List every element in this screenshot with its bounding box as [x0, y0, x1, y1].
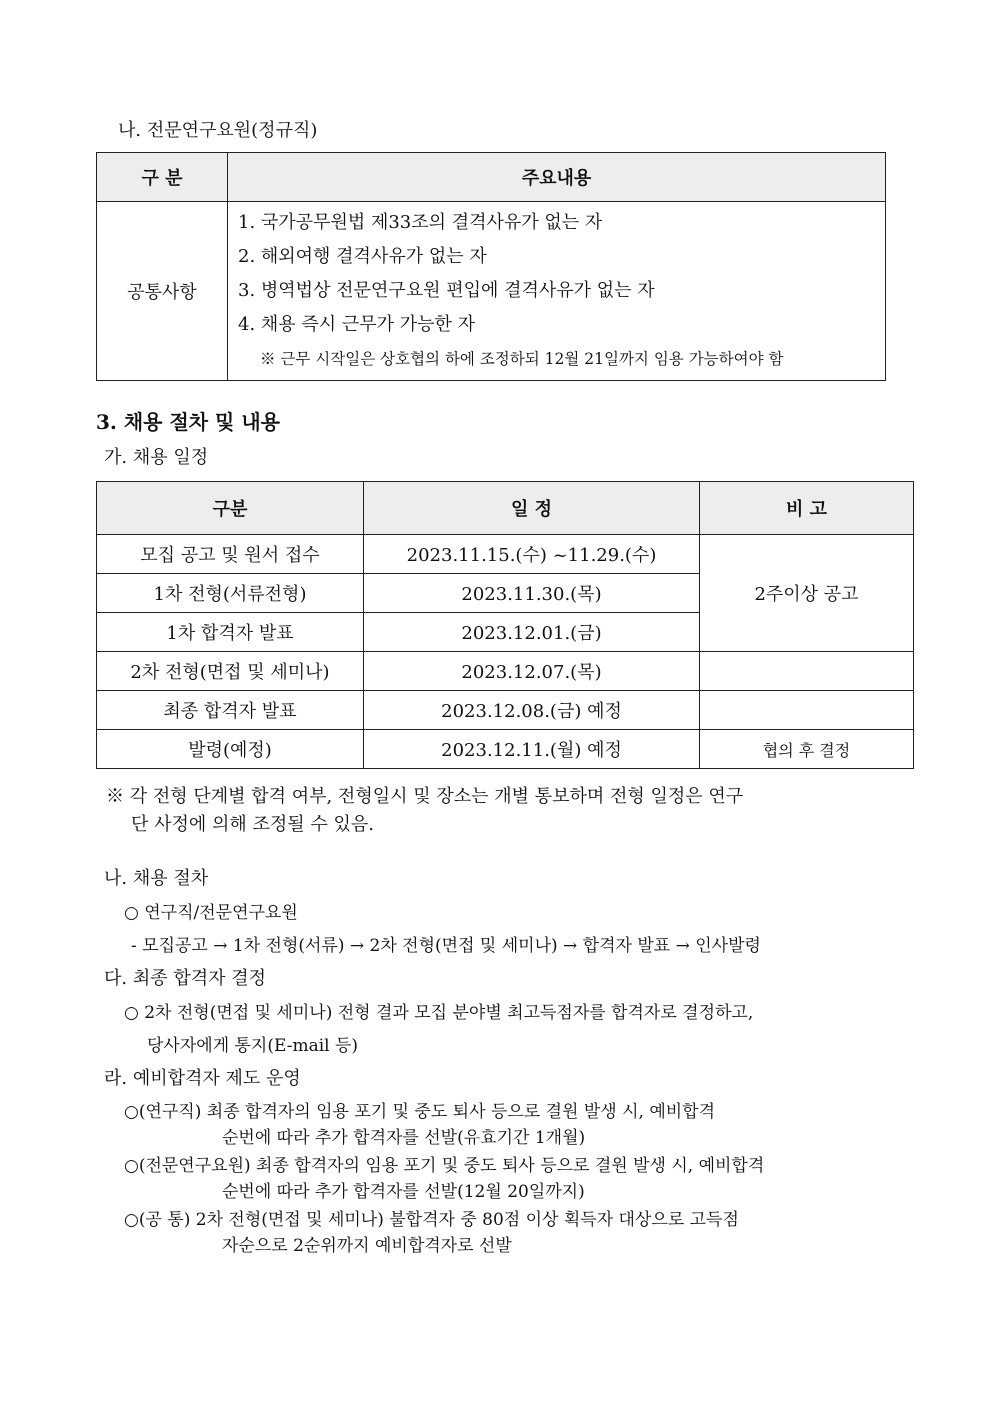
decision-line1: ○ 2차 전형(면접 및 세미나) 전형 결과 모집 분야별 최고득점자를 합격자로 결정하고, [124, 1003, 754, 1023]
remark-cell: 2주이상 공고 [700, 535, 914, 652]
date-cell: 2023.12.07.(목) [364, 652, 700, 691]
table-header-category: 구 분 [97, 153, 228, 202]
stage-cell: 최종 합격자 발표 [97, 691, 364, 730]
date-cell: 2023.11.15.(수) ~11.29.(수) [364, 535, 700, 574]
reserve-item-line2: 순번에 따라 추가 합격자를 선발(12월 20일까지) [222, 1182, 585, 1202]
section-na2-title: 나. 채용 절차 [104, 868, 209, 889]
requirements-table [96, 152, 886, 381]
remark-cell [700, 691, 914, 730]
procedure-bullet: ○ 연구직/전문연구요원 [124, 903, 298, 923]
stage-cell: 발령(예정) [97, 730, 364, 769]
reserve-item-line1: ○(공 통) 2차 전형(면접 및 세미나) 불합격자 중 80점 이상 획득자 대상으로 고득점 [124, 1210, 739, 1230]
table-row [97, 691, 914, 730]
remark-cell: 협의 후 결정 [700, 730, 914, 769]
requirement-item: 2. 해외여행 결격사유가 없는 자 [238, 246, 487, 267]
procedure-flow: - 모집공고 → 1차 전형(서류) → 2차 전형(면접 및 세미나) → 합격자 발표 → 인사발령 [131, 936, 761, 956]
requirement-item: 3. 병역법상 전문연구요원 편입에 결격사유가 없는 자 [238, 280, 655, 301]
table-header-remark: 비 고 [700, 482, 914, 535]
reserve-item-line1: ○(전문연구요원) 최종 합격자의 임용 포기 및 중도 퇴사 등으로 결원 발생 시, 예비합격 [124, 1156, 765, 1176]
schedule-table [96, 481, 914, 769]
stage-cell: 모집 공고 및 원서 접수 [97, 535, 364, 574]
section-ga-title: 가. 채용 일정 [104, 447, 209, 468]
decision-line2: 당사자에게 통지(E-mail 등) [147, 1036, 359, 1056]
reserve-item-line1: ○(연구직) 최종 합격자의 임용 포기 및 중도 퇴사 등으로 결원 발생 시, 예비합격 [124, 1102, 716, 1122]
table-header-date: 일 정 [364, 482, 700, 535]
section-na-title: 나. 전문연구요원(정규직) [118, 120, 318, 141]
stage-cell: 1차 전형(서류전형) [97, 574, 364, 613]
row-label-common: 공통사항 [97, 202, 228, 381]
requirement-item: 4. 채용 즉시 근무가 가능한 자 [238, 314, 476, 335]
date-cell: 2023.12.01.(금) [364, 613, 700, 652]
section-da-title: 다. 최종 합격자 결정 [104, 968, 266, 989]
requirement-note: ※ 근무 시작일은 상호협의 하에 조정하되 12월 21일까지 임용 가능하여야 함 [260, 350, 784, 368]
table-header-stage: 구분 [97, 482, 364, 535]
date-cell: 2023.12.11.(월) 예정 [364, 730, 700, 769]
remark-cell [700, 652, 914, 691]
stage-cell: 1차 합격자 발표 [97, 613, 364, 652]
table-row [97, 730, 914, 769]
stage-cell: 2차 전형(면접 및 세미나) [97, 652, 364, 691]
date-cell: 2023.12.08.(금) 예정 [364, 691, 700, 730]
requirement-item: 1. 국가공무원법 제33조의 결격사유가 없는 자 [238, 212, 603, 233]
section-ra-title: 라. 예비합격자 제도 운영 [104, 1068, 301, 1089]
reserve-item-line2: 자순으로 2순위까지 예비합격자로 선발 [222, 1236, 512, 1256]
table-row [97, 535, 914, 574]
schedule-note-line2: 단 사정에 의해 조정될 수 있음. [131, 814, 374, 835]
table-row [97, 652, 914, 691]
schedule-note-line1: ※ 각 전형 단계별 합격 여부, 전형일시 및 장소는 개별 통보하며 전형 일정은 연구 [106, 786, 744, 807]
section3-title: 3. 채용 절차 및 내용 [96, 410, 280, 434]
table-header-content: 주요내용 [228, 153, 886, 202]
requirements-list [228, 202, 886, 381]
date-cell: 2023.11.30.(목) [364, 574, 700, 613]
reserve-item-line2: 순번에 따라 추가 합격자를 선발(유효기간 1개월) [222, 1128, 586, 1148]
